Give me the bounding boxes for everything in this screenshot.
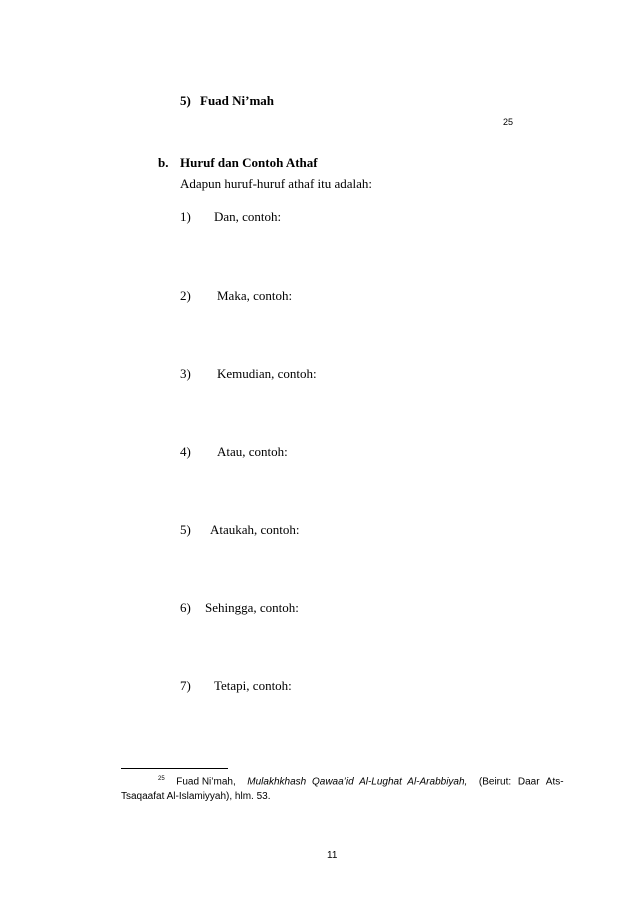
section-title: Huruf dan Contoh Athaf xyxy=(180,155,318,170)
list-item-label: Dan, contoh: xyxy=(214,209,282,224)
list-item-label: Maka, contoh: xyxy=(217,288,293,303)
subheading-number: 5) xyxy=(180,93,191,108)
footnote-title: Mulakhkhash Qawaa’id Al-Lughat Al-Arabbiyah, xyxy=(247,776,468,788)
page-number: 11 xyxy=(327,850,338,861)
list-item-label: Kemudian, contoh: xyxy=(217,366,317,381)
list-item-number: 7) xyxy=(180,678,191,693)
section-intro: Adapun huruf-huruf athaf itu adalah: xyxy=(180,176,373,191)
footnote-reference: 25 xyxy=(503,117,514,127)
list-item-label: Sehingga, contoh: xyxy=(205,600,299,615)
footnote-author: Fuad Ni’mah, xyxy=(176,776,236,788)
footnote-line-1 xyxy=(158,771,564,790)
footnote-divider xyxy=(121,768,228,769)
footnote-publisher-part1: (Beirut: Daar Ats- xyxy=(478,776,564,788)
list-item-number: 1) xyxy=(180,209,191,224)
subheading-title: Fuad Ni’mah xyxy=(200,93,275,108)
list-item-label: Atau, contoh: xyxy=(217,444,288,459)
list-item-label: Ataukah, contoh: xyxy=(210,522,300,537)
list-item-number: 2) xyxy=(180,288,191,303)
footnote-publisher-part2: Tsaqaafat Al-Islamiyyah), hlm. 53. xyxy=(121,791,271,802)
list-item-number: 4) xyxy=(180,444,191,459)
list-item-number: 6) xyxy=(180,600,191,615)
section-letter: b. xyxy=(158,155,169,170)
list-item-number: 3) xyxy=(180,366,191,381)
footnote-number: 25 xyxy=(158,776,165,782)
list-item-number: 5) xyxy=(180,522,191,537)
list-item-label: Tetapi, contoh: xyxy=(214,678,292,693)
